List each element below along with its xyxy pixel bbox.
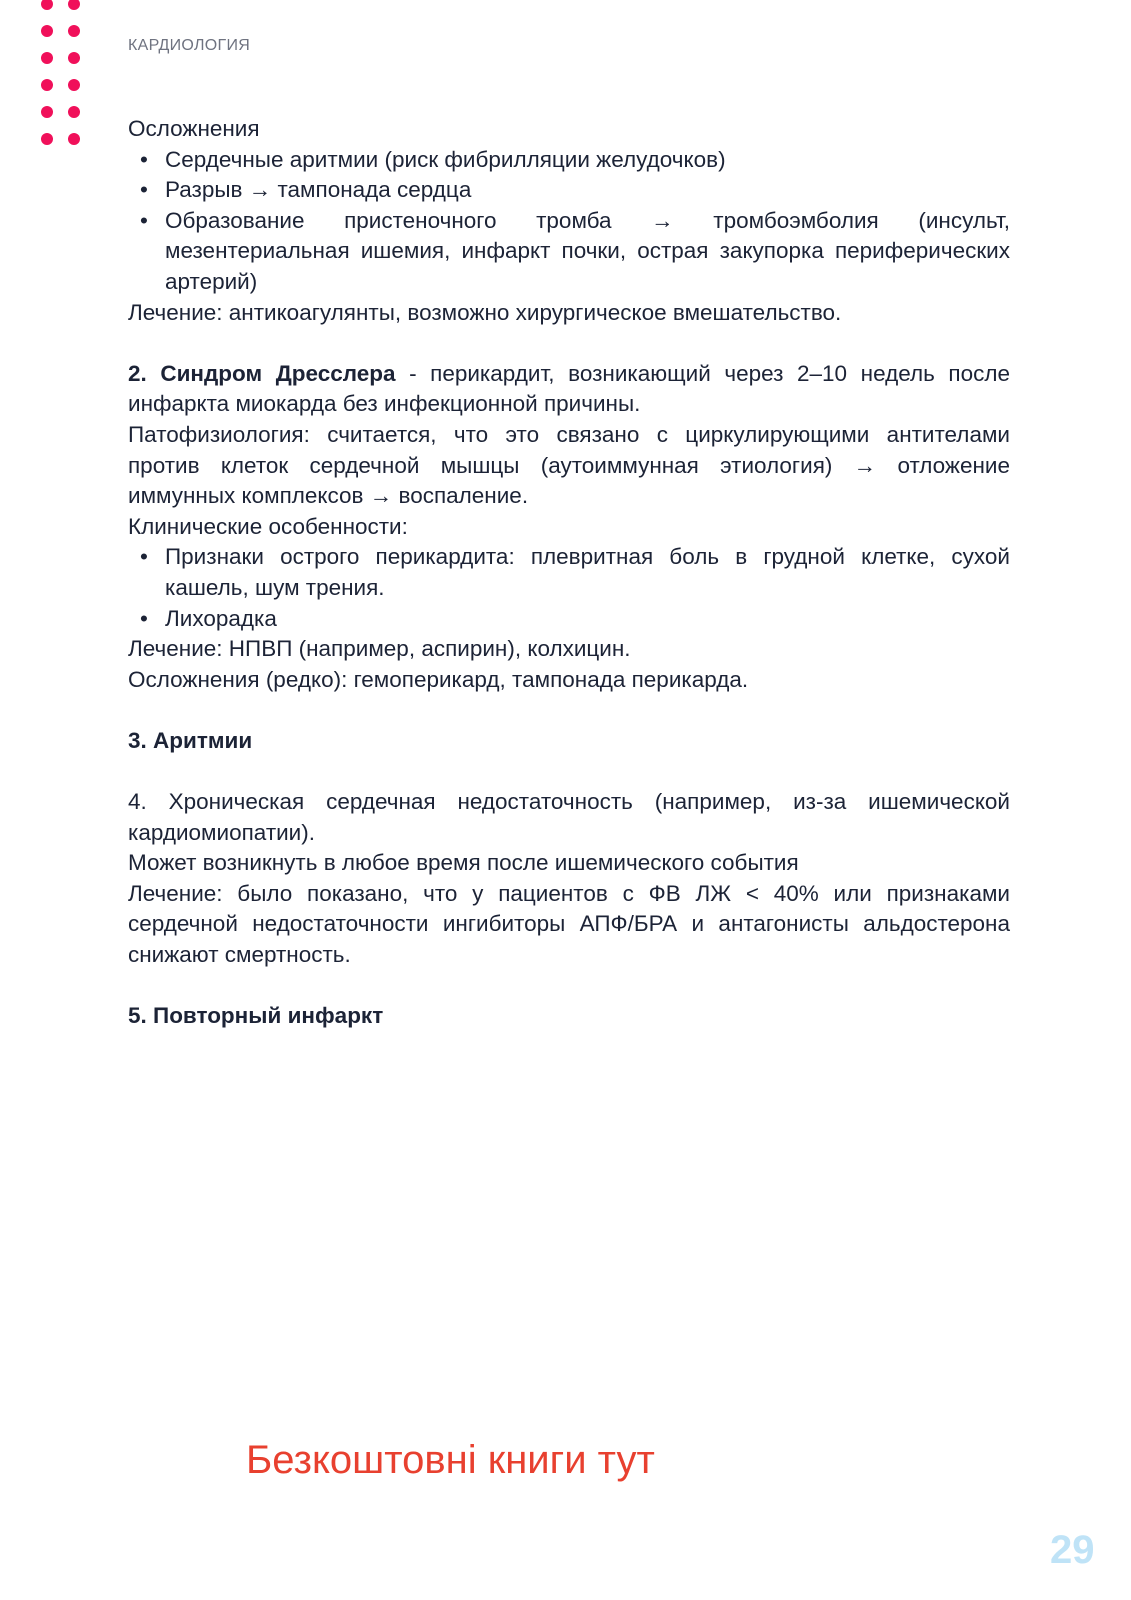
- dot-decoration: [68, 0, 80, 10]
- dressler-title: 2. Синдром Дресслера: [128, 360, 396, 386]
- dressler-complications: Осложнения (редко): гемоперикард, тампонада перикарда.: [128, 666, 749, 692]
- dot-decoration: [41, 52, 53, 64]
- bullet-icon: •: [140, 177, 148, 203]
- list-item: [128, 175, 1010, 206]
- free-books-link[interactable]: Безкоштовні книги тут: [246, 1438, 655, 1482]
- list-item-text: Образование пристеночного тромба → тромбоэмболия (инсульт, мезентериальная ишемия, инфаркт почки, острая закупорка периферических артерий): [165, 207, 1010, 294]
- complications-heading: Осложнения: [128, 116, 260, 141]
- complications-treatment: Лечение: антикоагулянты, возможно хирургическое вмешательство.: [128, 299, 842, 325]
- dot-decoration: [68, 106, 80, 118]
- dot-decoration: [68, 52, 80, 64]
- page-content: [128, 114, 1010, 1032]
- section-header: КАРДИОЛОГИЯ: [128, 37, 251, 54]
- list-item-text: Сердечные аритмии (риск фибрилляции желудочков): [165, 146, 726, 172]
- complications-list: [128, 145, 1010, 298]
- bullet-icon: •: [140, 605, 148, 631]
- bullet-icon: •: [140, 207, 148, 233]
- list-item: [128, 542, 1010, 603]
- dot-decoration: [41, 79, 53, 91]
- heart-failure-onset: Может возникнуть в любое время после ишемического события: [128, 850, 799, 876]
- bullet-icon: •: [140, 146, 148, 172]
- list-item-text: Признаки острого перикардита: плевритная боль в грудной клетке, сухой кашель, шум трения.: [165, 544, 1010, 600]
- dot-decoration: [41, 133, 53, 145]
- dot-decoration: [41, 0, 53, 10]
- list-item-text: Разрыв → тампонада сердца: [165, 177, 472, 203]
- dot-decoration: [68, 25, 80, 37]
- bullet-icon: •: [140, 544, 148, 570]
- list-item: [128, 604, 1010, 635]
- list-item: [128, 206, 1010, 298]
- dot-decoration: [68, 133, 80, 145]
- decorative-dot-pattern: [41, 0, 91, 160]
- dressler-clinical-heading: Клинические особенности:: [128, 513, 408, 539]
- dot-decoration: [41, 106, 53, 118]
- dressler-pathophysiology: Патофизиология: считается, что это связано с циркулирующими антителами против клеток сердечной мышцы (аутоиммунная этиология) → отложение иммунных комплексов → воспаление.: [128, 421, 1010, 509]
- heart-failure-title: 4. Хроническая сердечная недостаточность (например, из-за ишемической кардиомиопатии).: [128, 789, 1010, 845]
- reinfarction-title: 5. Повторный инфаркт: [128, 1003, 384, 1029]
- list-item: [128, 145, 1010, 176]
- dressler-treatment: Лечение: НПВП (например, аспирин), колхицин.: [128, 636, 631, 662]
- dot-decoration: [68, 79, 80, 91]
- page-number: 29: [1050, 1528, 1095, 1572]
- heart-failure-treatment: Лечение: было показано, что у пациентов с ФВ ЛЖ < 40% или признаками сердечной недостаточности ингибиторы АПФ/БРА и антагонисты альдостерона снижают смертность.: [128, 880, 1010, 968]
- arrhythmia-title: 3. Аритмии: [128, 727, 253, 753]
- list-item-text: Лихорадка: [165, 605, 277, 631]
- dot-decoration: [41, 25, 53, 37]
- dressler-clinical-list: [128, 542, 1010, 634]
- dressler-paragraph: [128, 359, 1010, 420]
- dressler-definition: - перикардит, возникающий через 2–10 недель после инфаркта миокарда без инфекционной причины.: [128, 360, 1010, 417]
